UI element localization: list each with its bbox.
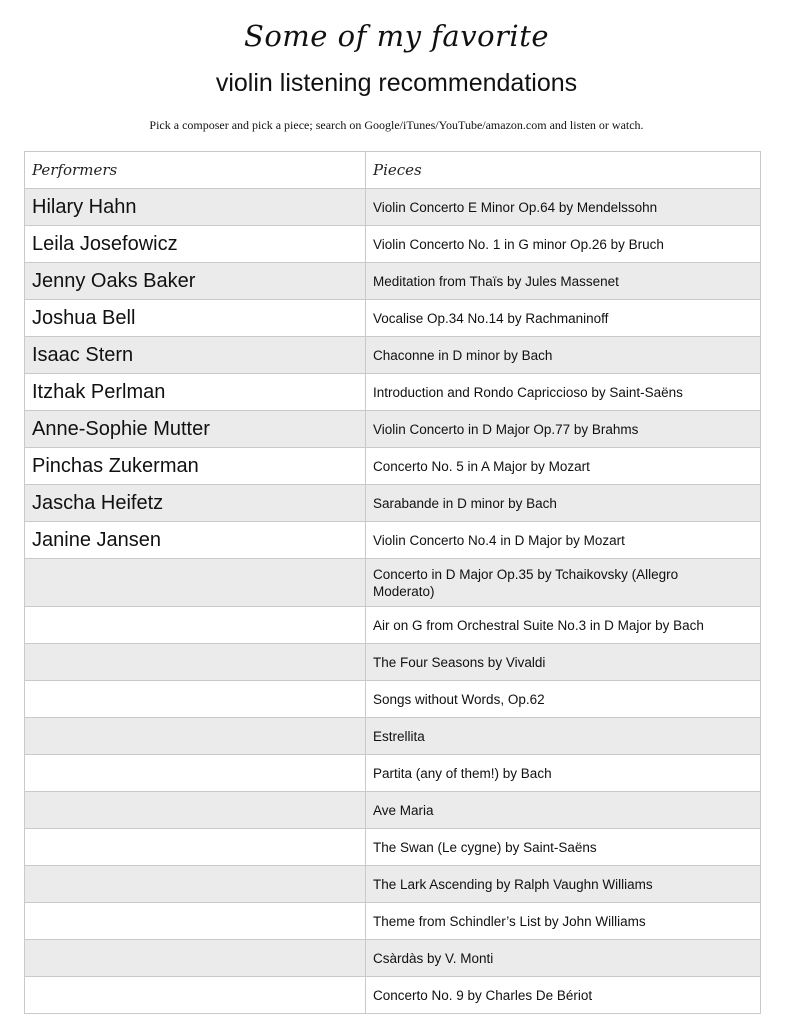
table-row bbox=[25, 792, 761, 829]
table-row bbox=[25, 829, 761, 866]
piece-cell: Songs without Words, Op.62 bbox=[366, 681, 761, 718]
table-row bbox=[25, 374, 761, 411]
table-row bbox=[25, 903, 761, 940]
performer-cell bbox=[25, 681, 366, 718]
table-row bbox=[25, 337, 761, 374]
table-header-row bbox=[25, 152, 761, 189]
table-row bbox=[25, 866, 761, 903]
table-row bbox=[25, 189, 761, 226]
performer-cell bbox=[25, 755, 366, 792]
performers-column-header: Performers bbox=[25, 152, 366, 189]
piece-cell: Vocalise Op.34 No.14 by Rachmaninoff bbox=[366, 300, 761, 337]
performer-cell: Joshua Bell bbox=[25, 300, 366, 337]
piece-cell: Violin Concerto No.4 in D Major by Mozart bbox=[366, 522, 761, 559]
piece-cell: The Swan (Le cygne) by Saint-Saëns bbox=[366, 829, 761, 866]
table-row bbox=[25, 263, 761, 300]
table-row bbox=[25, 940, 761, 977]
piece-cell: Partita (any of them!) by Bach bbox=[366, 755, 761, 792]
piece-cell: Ave Maria bbox=[366, 792, 761, 829]
performer-cell bbox=[25, 829, 366, 866]
performer-cell bbox=[25, 559, 366, 607]
page-title: violin listening recommendations bbox=[215, 69, 578, 97]
performer-cell bbox=[25, 607, 366, 644]
piece-cell: Violin Concerto in D Major Op.77 by Brahms bbox=[366, 411, 761, 448]
performer-cell bbox=[25, 866, 366, 903]
table-row bbox=[25, 300, 761, 337]
performer-cell: Isaac Stern bbox=[25, 337, 366, 374]
instructions-text: Pick a composer and pick a piece; search on Google/iTunes/YouTube/amazon.com and listen or watch. bbox=[149, 118, 644, 132]
piece-cell: Meditation from Thaïs by Jules Massenet bbox=[366, 263, 761, 300]
piece-cell: Violin Concerto E Minor Op.64 by Mendelssohn bbox=[366, 189, 761, 226]
table-row bbox=[25, 448, 761, 485]
performer-cell bbox=[25, 940, 366, 977]
table-row bbox=[25, 644, 761, 681]
piece-cell: Violin Concerto No. 1 in G minor Op.26 by Bruch bbox=[366, 226, 761, 263]
pieces-column-header: Pieces bbox=[366, 152, 761, 189]
performer-cell: Pinchas Zukerman bbox=[25, 448, 366, 485]
table-row bbox=[25, 411, 761, 448]
performer-cell: Hilary Hahn bbox=[25, 189, 366, 226]
table-row bbox=[25, 226, 761, 263]
table-row bbox=[25, 681, 761, 718]
performer-cell bbox=[25, 718, 366, 755]
piece-cell: Theme from Schindler’s List by John Williams bbox=[366, 903, 761, 940]
performer-cell bbox=[25, 644, 366, 681]
performer-cell: Jenny Oaks Baker bbox=[25, 263, 366, 300]
performer-cell: Leila Josefowicz bbox=[25, 226, 366, 263]
recommendations-table bbox=[24, 151, 761, 1014]
table-row bbox=[25, 522, 761, 559]
piece-cell: Estrellita bbox=[366, 718, 761, 755]
piece-cell: Concerto No. 9 by Charles De Bériot bbox=[366, 977, 761, 1014]
performer-cell: Itzhak Perlman bbox=[25, 374, 366, 411]
table-row bbox=[25, 559, 761, 607]
piece-cell: Concerto No. 5 in A Major by Mozart bbox=[366, 448, 761, 485]
table-row bbox=[25, 485, 761, 522]
performer-cell bbox=[25, 792, 366, 829]
performer-cell bbox=[25, 903, 366, 940]
performer-cell: Anne-Sophie Mutter bbox=[25, 411, 366, 448]
piece-cell: Csàrdàs by V. Monti bbox=[366, 940, 761, 977]
performer-cell bbox=[25, 977, 366, 1014]
piece-cell: The Four Seasons by Vivaldi bbox=[366, 644, 761, 681]
performer-cell: Jascha Heifetz bbox=[25, 485, 366, 522]
piece-cell: Concerto in D Major Op.35 by Tchaikovsky (Allegro Moderato) bbox=[366, 559, 761, 607]
piece-cell: Chaconne in D minor by Bach bbox=[366, 337, 761, 374]
piece-cell: Sarabande in D minor by Bach bbox=[366, 485, 761, 522]
script-heading: Some of my favorite bbox=[243, 19, 550, 53]
piece-cell: Air on G from Orchestral Suite No.3 in D Major by Bach bbox=[366, 607, 761, 644]
table-row bbox=[25, 977, 761, 1014]
table-row bbox=[25, 718, 761, 755]
performer-cell: Janine Jansen bbox=[25, 522, 366, 559]
piece-cell: Introduction and Rondo Capriccioso by Saint-Saëns bbox=[366, 374, 761, 411]
table-row bbox=[25, 607, 761, 644]
table-row bbox=[25, 755, 761, 792]
piece-cell: The Lark Ascending by Ralph Vaughn Williams bbox=[366, 866, 761, 903]
